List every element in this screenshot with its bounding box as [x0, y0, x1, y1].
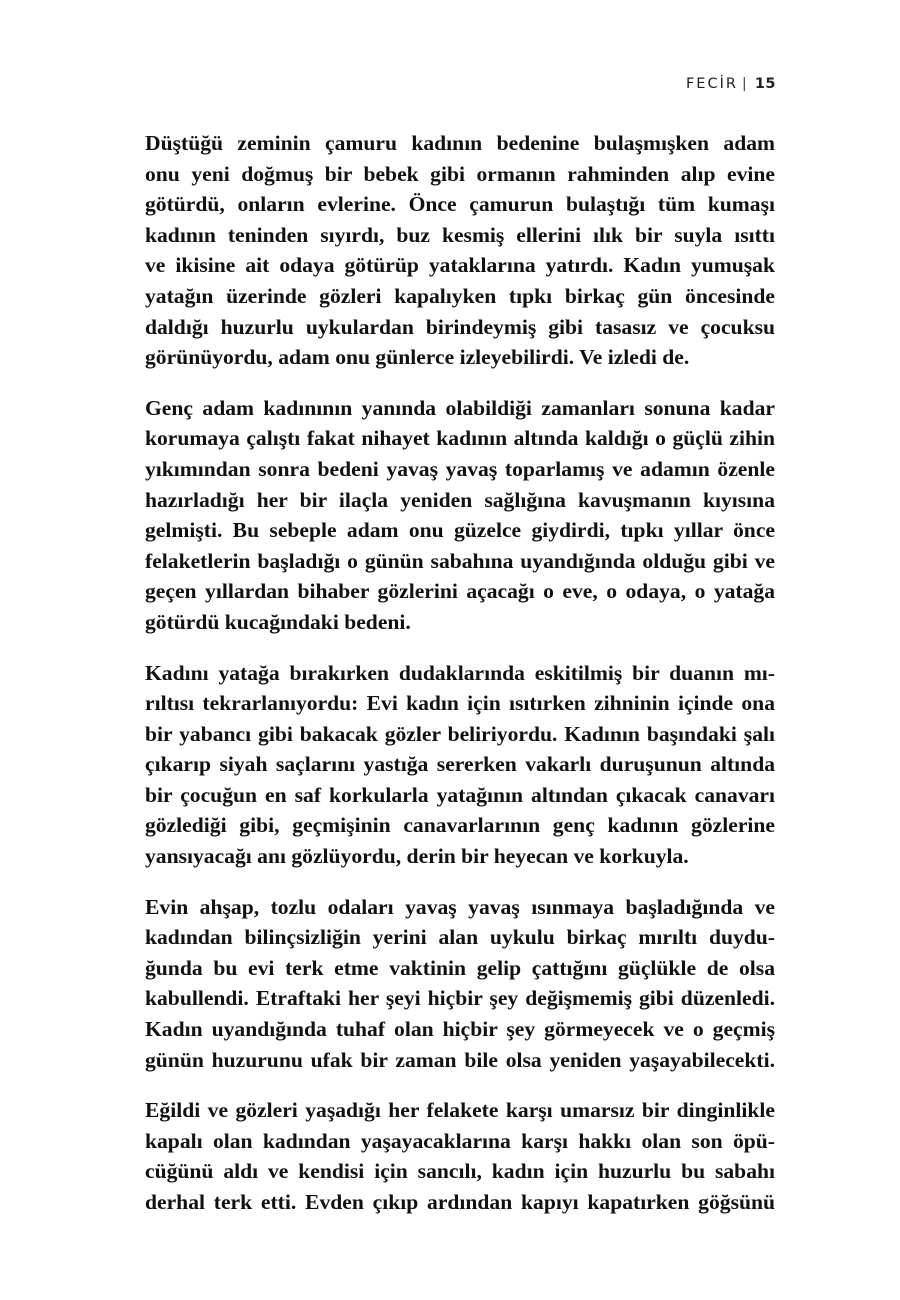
text-line: rıltısı tekrarlanıyordu: Evi kadın için ısıtırken zihninin içinde ona	[145, 691, 775, 716]
text-line: günün huzurunu ufak bir zaman bile olsa yeniden yaşayabilecekti.	[145, 1047, 775, 1072]
text-line: bir çocuğun en saf korkularla yatağının altından çıkacak canavarı	[145, 782, 775, 807]
text-line: yansıyacağı anı gözlüyordu, derin bir heyecan ve korkuyla.	[145, 844, 689, 869]
paragraph-2	[145, 393, 775, 638]
text-line: Kadını yatağa bırakırken dudaklarında eskitilmiş bir duanın mı-	[145, 660, 775, 685]
body-text	[145, 128, 775, 1238]
text-line: kabullendi. Etraftaki her şeyi hiçbir şey değişmemiş gibi düzenledi.	[145, 986, 775, 1011]
text-line: kapalı olan kadından yaşayacaklarına karşı hakkı olan son öpü-	[145, 1128, 775, 1153]
text-line: korumaya çalıştı fakat nihayet kadının altında kaldığı o güçlü zihin	[145, 426, 775, 451]
text-line: Genç adam kadınının yanında olabildiği zamanları sonuna kadar	[145, 395, 775, 420]
text-line: gözlediği gibi, geçmişinin canavarlarının genç kadının gözlerine	[145, 813, 775, 838]
text-line: onu yeni doğmuş bir bebek gibi ormanın rahminden alıp evine	[145, 161, 775, 186]
text-line: çıkarıp siyah saçlarını yastığa sererken vakarlı duruşunun altında	[145, 752, 775, 777]
text-line: daldığı huzurlu uykulardan birindeymiş gibi tasasız ve çocuksu	[145, 314, 775, 339]
paragraph-3	[145, 658, 775, 872]
paragraph-5	[145, 1095, 775, 1217]
text-line: Evin ahşap, tozlu odaları yavaş yavaş ısınmaya başladığında ve	[145, 894, 775, 919]
text-line: kadından bilinçsizliğin yerini alan uykulu birkaç mırıltı duydu-	[145, 925, 775, 950]
text-line: geçen yıllardan bihaber gözlerini açacağı o eve, o odaya, o yatağa	[145, 579, 775, 604]
page-number: 15	[754, 76, 776, 92]
text-line: ve ikisine ait odaya götürüp yataklarına yatırdı. Kadın yumuşak	[145, 253, 775, 278]
text-line: felaketlerin başladığı o günün sabahına uyandığında olduğu gibi ve	[145, 548, 775, 573]
text-line: Eğildi ve gözleri yaşadığı her felakete karşı umarsız bir dinginlikle	[145, 1098, 775, 1123]
text-line: gelmişti. Bu sebeple adam onu güzelce giydirdi, tıpkı yıllar önce	[145, 518, 775, 543]
text-line: götürdü kucağındaki bedeni.	[145, 609, 411, 634]
text-line: götürdü, onların evlerine. Önce çamurun bulaştığı tüm kumaşı	[145, 192, 775, 217]
paragraph-1	[145, 128, 775, 373]
text-line: kadının teninden sıyırdı, buz kesmiş ellerini ılık bir suyla ısıttı	[145, 222, 775, 247]
text-line: yatağın üzerinde gözleri kapalıyken tıpkı birkaç gün öncesinde	[145, 283, 775, 308]
text-line: cüğünü aldı ve kendisi için sancılı, kadın için huzurlu bu sabahı	[145, 1159, 775, 1184]
paragraph-4	[145, 892, 775, 1076]
text-line: ğunda bu evi terk etme vaktinin gelip çattığını güçlükle de olsa	[145, 955, 775, 980]
text-line: Kadın uyandığında tuhaf olan hiçbir şey görmeyecek ve o geçmiş	[145, 1017, 775, 1042]
text-line: görünüyordu, adam onu günlerce izleyebilirdi. Ve izledi de.	[145, 345, 690, 370]
text-line: yıkımından sonra bedeni yavaş yavaş toparlamış ve adamın özenle	[145, 456, 775, 481]
text-line: bir yabancı gibi bakacak gözler beliriyordu. Kadının başındaki şalı	[145, 721, 775, 746]
running-header	[686, 76, 776, 92]
header-separator: |	[741, 76, 749, 92]
section-title: FECİR	[685, 76, 738, 92]
text-line: Düştüğü zeminin çamuru kadının bedenine bulaşmışken adam	[145, 131, 775, 155]
text-line: derhal terk etti. Evden çıkıp ardından kapıyı kapatırken göğsünü	[145, 1190, 775, 1214]
text-line: hazırladığı her bir ilaçla yeniden sağlığına kavuşmanın kıyısına	[145, 487, 775, 512]
